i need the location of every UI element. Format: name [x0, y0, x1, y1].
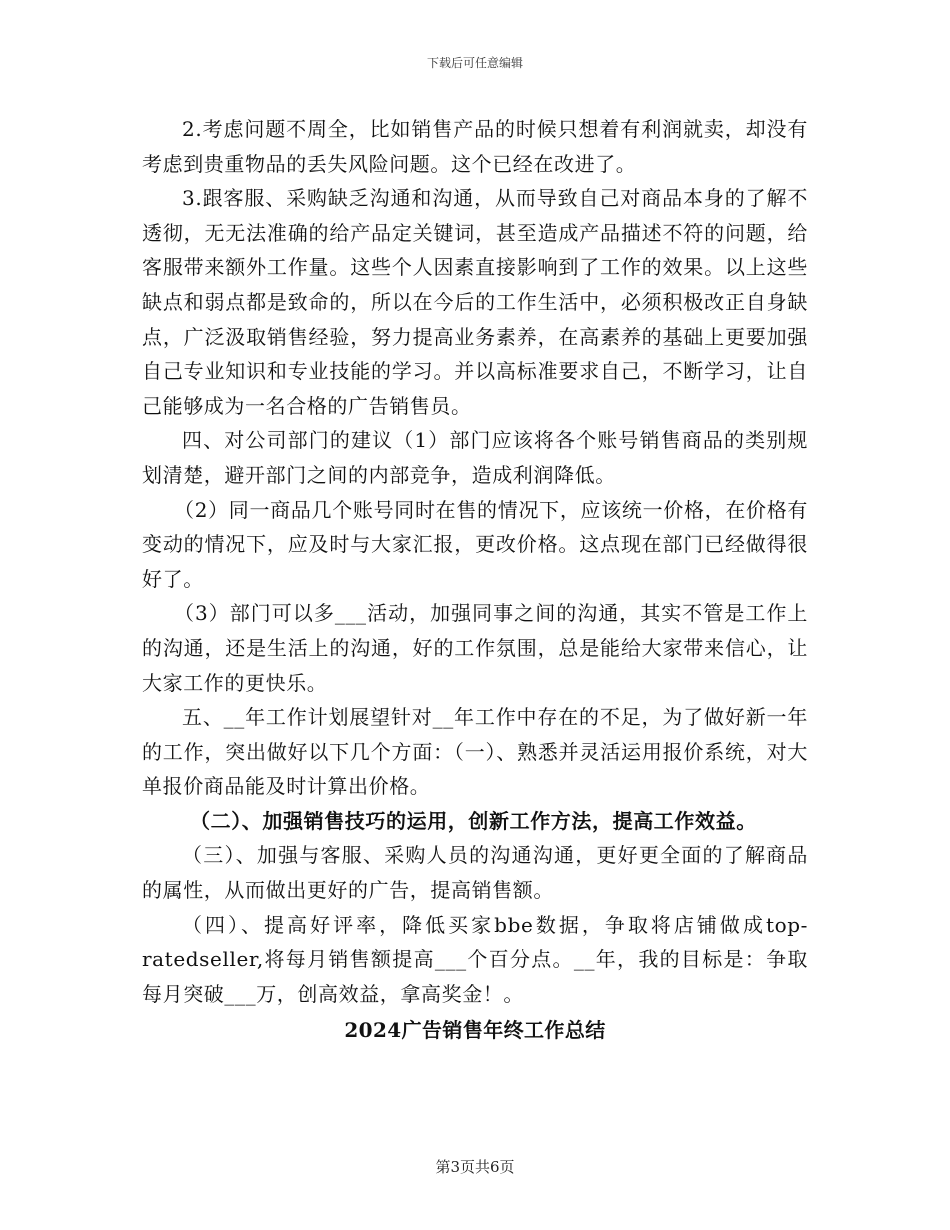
paragraph-plan-4: （四）、提高好评率，降低买家bbe数据，争取将店铺做成top-ratedseller,将每月销售额提高___个百分点。__年，我的目标是：争取每月突破___万，创高效益，拿高奖金！。: [142, 912, 808, 1006]
paragraph-item-2: 2.考虑问题不周全，比如销售产品的时候只想着有利润就卖，却没有考虑到贵重物品的丢失风险问题。这个已经在改进了。: [142, 117, 808, 176]
document-body: [142, 112, 808, 1048]
paragraph-plan-3: （三）、加强与客服、采购人员的沟通沟通，更好更全面的了解商品的属性，从而做出更好的广告，提高销售额。: [142, 843, 808, 903]
page-footer: 第3页共6页: [435, 1158, 515, 1176]
paragraph-suggestion-3: （3）部门可以多___活动，加强同事之间的沟通，其实不管是工作上的沟通，还是生活上的沟通，好的工作氛围，总是能给大家带来信心，让大家工作的更快乐。: [142, 601, 808, 695]
paragraph-work-plan: 五、__年工作计划展望针对__年工作中存在的不足，为了做好新一年的工作，突出做好以下几个方面：（一）、熟悉并灵活运用报价系统，对大单报价商品能及时计算出价格。: [142, 705, 808, 799]
paragraph-suggestions: 四、对公司部门的建议（1）部门应该将各个账号销售商品的类别规划清楚，避开部门之间的内部竞争，造成利润降低。: [142, 428, 808, 487]
paragraph-item-3: 3.跟客服、采购缺乏沟通和沟通，从而导致自己对商品本身的了解不透彻，无无法准确的给产品定关键词，甚至造成产品描述不符的问题，给客服带来额外工作量。这些个人因素直接影响到了工作的效果。以上这些缺点和弱点都是致命的，所以在今后的工作生活中，必须积极改正自身缺点，广泛汲取销售经验，努力提高业务素养，在高素养的基础上更要加强自己专业知识和专业技能的学习。并以高标准要求自己，不断学习，让自己能够成为一名合格的广告销售员。: [142, 186, 808, 418]
paragraph-suggestion-2: （2）同一商品几个账号同时在售的情况下，应该统一价格，在价格有变动的情况下，应及时与大家汇报，更改价格。这点现在部门已经做得很好了。: [142, 497, 808, 591]
paragraph-plan-2: （二）、加强销售技巧的运用，创新工作方法，提高工作效益。: [190, 808, 757, 833]
page-header: 下载后可任意编辑: [426, 56, 523, 70]
section-title: 2024广告销售年终工作总结: [344, 1018, 606, 1043]
